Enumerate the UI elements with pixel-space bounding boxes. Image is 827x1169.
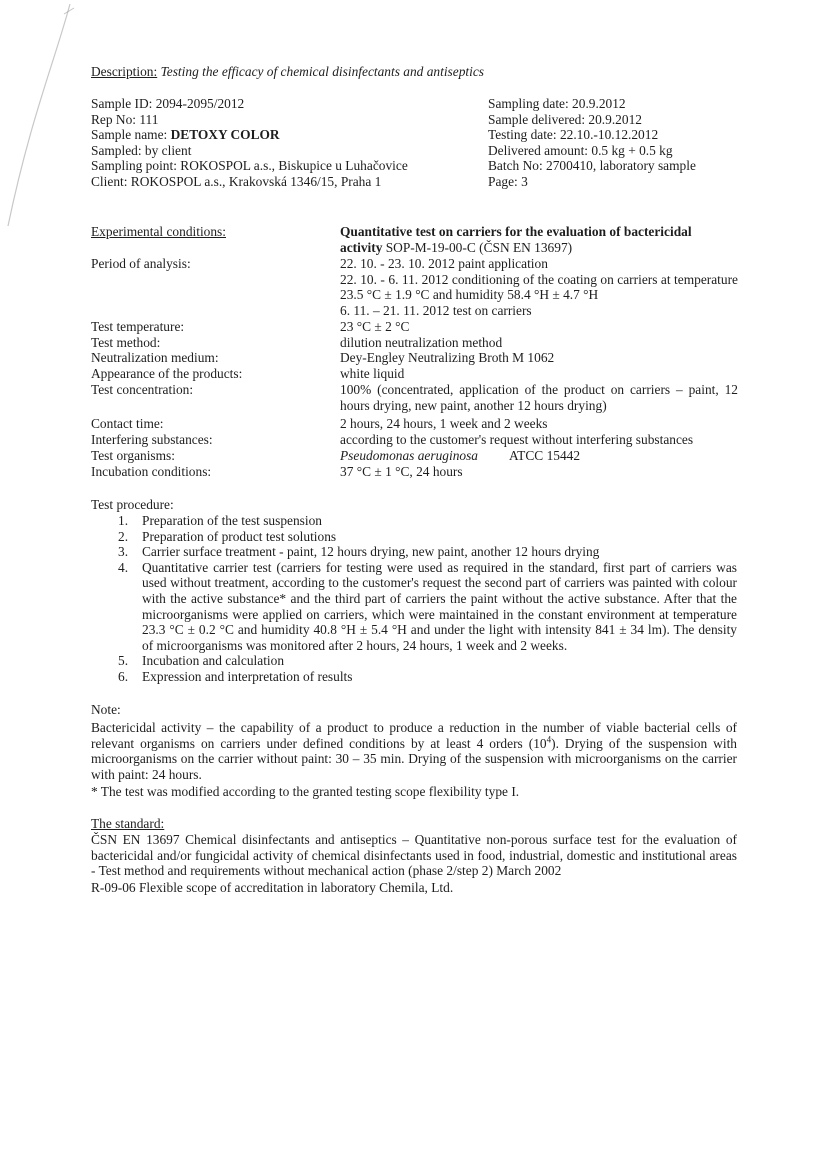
organism-atcc: ATCC 15442: [509, 448, 581, 463]
organisms-value: [340, 448, 738, 464]
procedure-step: [91, 653, 737, 669]
step-text: Expression and interpretation of results: [142, 668, 353, 684]
quantitative-test-title: [340, 224, 738, 255]
sample-name: [91, 127, 408, 143]
delivered-amount: Delivered amount: 0.5 kg + 0.5 kg: [488, 142, 673, 158]
neutralization-value: Dey-Engley Neutralizing Broth M 1062: [340, 350, 555, 365]
concentration-label: Test concentration:: [91, 382, 194, 397]
scan-edge-mark: [0, 0, 90, 230]
organisms-label: Test organisms:: [91, 448, 175, 463]
step-number: 3.: [118, 544, 129, 560]
quantitative-test-sop: SOP-M-19-00-C (ČSN EN 13697): [382, 239, 573, 255]
testing-date: Testing date: 22.10.-10.12.2012: [488, 127, 659, 143]
interfering-label: Interfering substances:: [91, 432, 213, 447]
batch-no: Batch No: 2700410, laboratory sample: [488, 158, 696, 174]
description-label: Description:: [91, 64, 158, 79]
procedure-step: [91, 544, 737, 560]
page-number: Page: 3: [488, 173, 528, 189]
description-text: Testing the efficacy of chemical disinfectants and antiseptics: [160, 64, 484, 79]
sampling-date: Sampling date: 20.9.2012: [488, 96, 626, 111]
contact-time-value: 2 hours, 24 hours, 1 week and 2 weeks: [340, 416, 548, 431]
note-superscript: 4: [546, 734, 552, 745]
step-number: 6.: [118, 668, 129, 684]
note-text-after: ). Drying of the suspension with microorganisms on the carrier without paint: 30 – 35 min. Drying of the suspension with microorganisms on the carrier with paint: 24 hours.: [91, 735, 737, 782]
accreditation-text: R-09-06 Flexible scope of accreditation in laboratory Chemila, Ltd.: [91, 880, 454, 895]
procedure-steps: [91, 513, 737, 685]
client: Client: ROKOSPOL a.s., Krakovská 1346/15, Praha 1: [91, 173, 382, 189]
appearance-value: white liquid: [340, 366, 405, 381]
quantitative-test-activity: activity: [340, 239, 383, 255]
step-text: Carrier surface treatment - paint, 12 hours drying, new paint, another 12 hours drying: [142, 544, 600, 560]
procedure-step: [91, 513, 737, 529]
quantitative-test-title-line2: [340, 240, 738, 256]
sample-info-right: [488, 96, 696, 190]
experimental-conditions-label: Experimental conditions:: [91, 224, 226, 239]
method-value: dilution neutralization method: [340, 335, 503, 350]
appearance-label: Appearance of the products:: [91, 366, 243, 381]
sample-name-value: DETOXY COLOR: [170, 127, 280, 143]
interfering-value: according to the customer's request without interfering substances: [340, 432, 694, 447]
note-text: [91, 720, 737, 782]
period-line1: 22. 10. - 23. 10. 2012 paint application: [340, 256, 548, 271]
incubation-value: 37 °C ± 1 °C, 24 hours: [340, 464, 463, 479]
sample-info-left: [91, 96, 408, 190]
procedure-title: Test procedure:: [91, 497, 174, 512]
period-label: Period of analysis:: [91, 256, 191, 271]
step-text: Preparation of product test solutions: [142, 528, 337, 544]
rep-no: Rep No: 111: [91, 111, 159, 127]
neutralization-label: Neutralization medium:: [91, 350, 219, 365]
step-number: 1.: [118, 513, 129, 528]
note-modification: * The test was modified according to the granted testing scope flexibility type I.: [91, 784, 520, 799]
step-number: 5.: [118, 653, 129, 669]
temperature-label: Test temperature:: [91, 319, 185, 334]
step-number: 4.: [118, 559, 129, 575]
sample-delivered: Sample delivered: 20.9.2012: [488, 111, 642, 127]
sample-id: Sample ID: 2094-2095/2012: [91, 96, 245, 111]
sampled-by: Sampled: by client: [91, 142, 192, 158]
organism-name: Pseudomonas aeruginosa: [340, 448, 478, 463]
temperature-value: 23 °C ± 2 °C: [340, 319, 410, 334]
procedure-step: [91, 669, 737, 685]
period-value: [340, 256, 738, 318]
step-text: Incubation and calculation: [142, 653, 285, 669]
concentration-value: 100% (concentrated, application of the product on carriers – paint, 12 hours drying, new paint, another 12 hours drying): [340, 382, 738, 413]
procedure-step: [91, 560, 737, 654]
step-number: 2.: [118, 528, 129, 544]
note-text-before: Bactericidal activity – the capability of a product to produce a reduction in the number of viable bacterial cells of relevant organisms on carriers under defined conditions by at least 4 orders (10: [91, 720, 737, 751]
sampling-point: Sampling point: ROKOSPOL a.s., Biskupice u Luhačovice: [91, 158, 408, 174]
procedure-step: [91, 529, 737, 545]
incubation-label: Incubation conditions:: [91, 464, 212, 479]
standard-text: ČSN EN 13697 Chemical disinfectants and antiseptics – Quantitative non-porous surface test for the evaluation of bactericidal and/or fungicidal activity of chemical disinfectants used in food, industrial, domestic and institutional areas - Test method and requirements without mechanical action (phase 2/step 2) March 2002: [91, 832, 737, 879]
standard-label: The standard:: [91, 816, 165, 831]
step-text: Quantitative carrier test (carriers for testing were used as required in the standard, first part of carriers was used without treatment, according to the customer's request the second part of carriers was painted with colour with the active substance* and the third part of carriers the paint without the active substance. After that the microorganisms were applied on carriers, which were maintained in the constant environment at temperature 23.3 °C ± 0.2 °C and humidity 40.8 °H ± 5.4 °H and under the light with intensity 841 ± 34 lm). The density of microorganisms was monitored after 2 hours, 24 hours, 1 week and 2 weeks.: [142, 559, 737, 653]
step-text: Preparation of the test suspension: [142, 513, 322, 528]
contact-time-label: Contact time:: [91, 416, 164, 431]
quantitative-test-title-line1: Quantitative test on carriers for the evaluation of bactericidal: [340, 224, 692, 239]
method-label: Test method:: [91, 335, 161, 350]
note-label: Note:: [91, 702, 121, 717]
description-line: [91, 64, 484, 80]
sample-name-label: Sample name:: [91, 127, 171, 143]
period-line2: 22. 10. - 6. 11. 2012 conditioning of the coating on carriers at temperature 23.5 °C ± 1.9 °C and humidity 58.4 °H ± 4.7 °H: [340, 271, 738, 303]
period-line3: 6. 11. – 21. 11. 2012 test on carriers: [340, 302, 532, 318]
